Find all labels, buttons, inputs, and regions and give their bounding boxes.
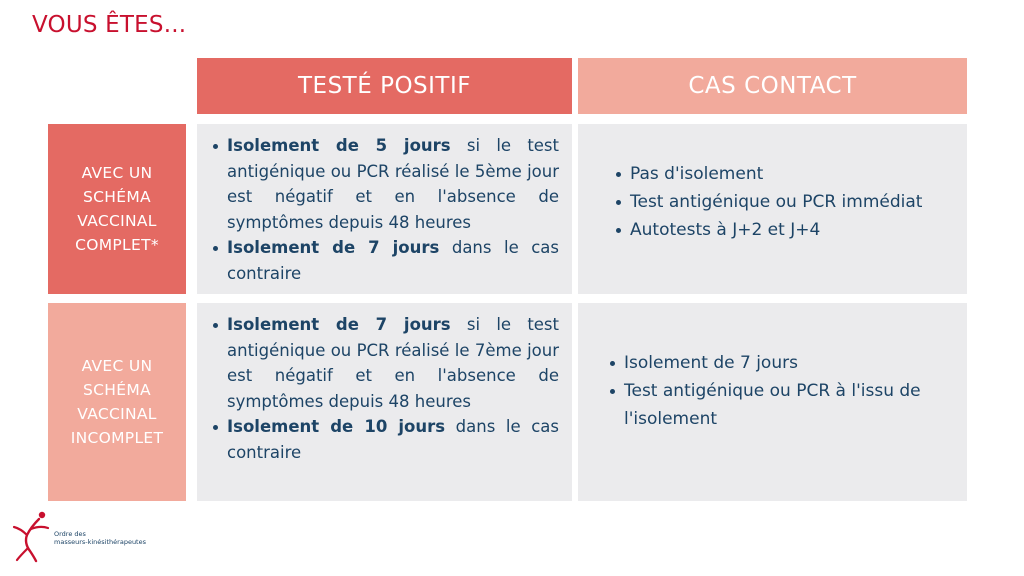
item-text: si le test antigénique ou PCR réalisé le 7ème jour est négatif et en l'absence de symptômes depuis 48 heures: [227, 315, 560, 411]
list-item: [213, 133, 559, 235]
item-text: dans le cas contraire: [227, 238, 559, 283]
logo-text: [54, 530, 146, 546]
header-cas-contact: CAS CONTACT: [578, 58, 967, 114]
cell-complet-positif: [197, 124, 572, 294]
cell-incomplet-contact: [578, 303, 967, 501]
row-label-complet: [48, 124, 186, 294]
kine-figure-icon: [12, 510, 52, 566]
bold-text: Isolement de 7 jours: [227, 315, 451, 334]
ordre-logo: [12, 510, 152, 566]
list-item: Test antigénique ou PCR à l'issu de l'isolement: [610, 377, 951, 433]
row-label-incomplet: [48, 303, 186, 501]
item-text: si le test antigénique ou PCR réalisé le 5ème jour est négatif et en l'absence de symptômes depuis 48 heures: [227, 136, 560, 232]
logo-line-2: masseurs-kinésithérapeutes: [54, 538, 146, 546]
cell-complet-contact: [578, 124, 967, 294]
row-label-incomplet-text: AVEC UN SCHÉMA VACCINAL INCOMPLET: [70, 357, 164, 447]
row-label-complet-text: AVEC UN SCHÉMA VACCINAL COMPLET*: [75, 164, 159, 254]
list-item: [213, 414, 559, 465]
list-item: [213, 312, 559, 414]
bold-text: Isolement de 7 jours: [227, 238, 440, 257]
header-teste-positif: TESTÉ POSITIF: [197, 58, 572, 114]
bold-text: Isolement de 10 jours: [227, 417, 446, 436]
list-item: [213, 235, 559, 286]
logo-line-1: Ordre des: [54, 530, 86, 538]
list-item: Autotests à J+2 et J+4: [616, 216, 945, 244]
page-title: VOUS ÊTES...: [32, 12, 187, 38]
item-text: dans le cas contraire: [227, 417, 559, 462]
bold-text: Isolement de 5 jours: [227, 136, 451, 155]
list-item: Test antigénique ou PCR immédiat: [616, 188, 945, 216]
list-item: Isolement de 7 jours: [610, 349, 951, 377]
list-item: Pas d'isolement: [616, 160, 945, 188]
cell-incomplet-positif: [197, 303, 572, 501]
